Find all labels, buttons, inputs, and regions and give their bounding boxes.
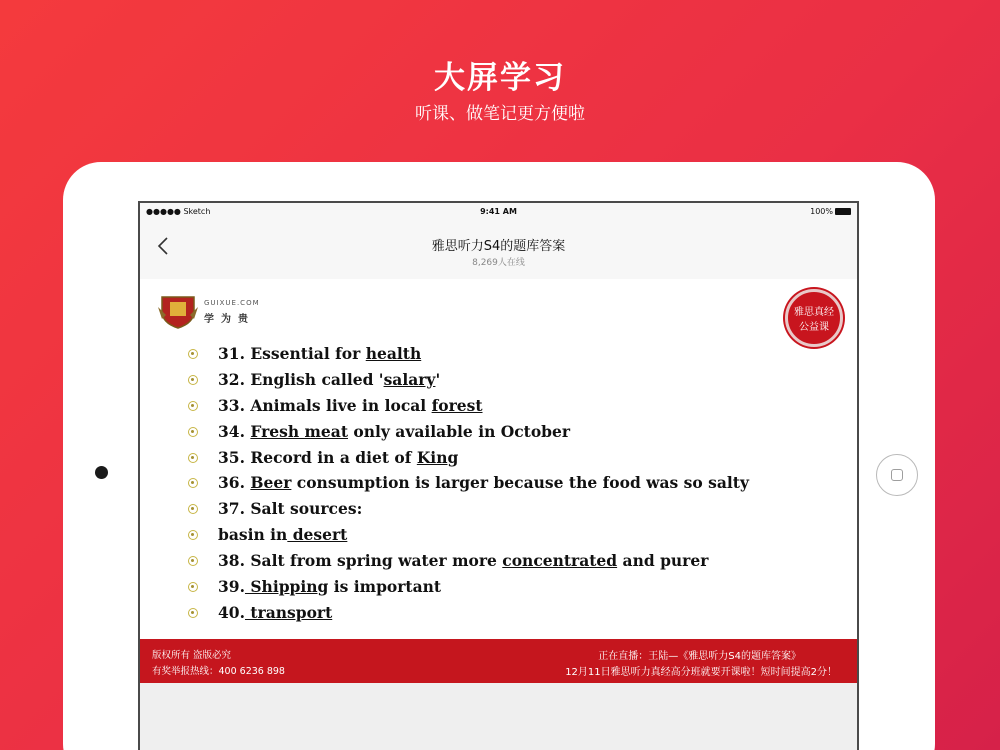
status-time: 9:41 AM bbox=[480, 207, 517, 216]
bullet-icon bbox=[188, 453, 198, 463]
logo-domain: GUIXUE.COM bbox=[204, 299, 260, 307]
lecture-slide bbox=[140, 279, 857, 639]
answer-keyword: King bbox=[416, 447, 459, 467]
home-button[interactable] bbox=[876, 454, 918, 496]
answer-item bbox=[188, 445, 749, 471]
course-stamp bbox=[785, 289, 843, 347]
answer-prefix: 35. Record in a diet of bbox=[218, 447, 417, 467]
bullet-icon bbox=[188, 530, 198, 540]
answer-item bbox=[188, 522, 749, 548]
answer-prefix: 33. Animals live in local bbox=[218, 395, 432, 415]
answer-item bbox=[188, 470, 749, 496]
answer-item bbox=[188, 393, 749, 419]
bullet-icon bbox=[188, 478, 198, 488]
answer-list bbox=[188, 341, 749, 626]
battery-icon bbox=[835, 208, 851, 215]
answer-item bbox=[188, 367, 749, 393]
answer-prefix: 36. bbox=[218, 473, 251, 493]
answer-keyword: Shipping bbox=[244, 577, 329, 597]
camera-icon bbox=[95, 466, 108, 479]
shield-logo-icon bbox=[158, 293, 198, 329]
answer-suffix: is important bbox=[328, 577, 442, 597]
bullet-icon bbox=[188, 349, 198, 359]
answer-keyword: Beer bbox=[250, 473, 292, 493]
copyright-text: 版权所有 盗版必究 bbox=[152, 650, 232, 661]
carrier-signal: ●●●●● Sketch bbox=[146, 207, 211, 216]
bullet-icon bbox=[188, 556, 198, 566]
answer-prefix: basin in bbox=[218, 525, 288, 545]
answer-prefix: 32. English called ' bbox=[218, 369, 384, 389]
answer-item bbox=[188, 419, 749, 445]
nav-bar bbox=[140, 221, 857, 279]
answer-keyword: transport bbox=[244, 602, 333, 622]
answer-keyword: health bbox=[365, 344, 422, 363]
answer-item bbox=[188, 496, 749, 522]
hotline-text: 有奖举报热线：400 6236 898 bbox=[152, 666, 285, 677]
answer-item bbox=[188, 600, 749, 626]
stamp-line-1: 雅思真经 bbox=[794, 307, 834, 318]
battery-status bbox=[810, 207, 851, 216]
answer-keyword: desert bbox=[287, 525, 348, 545]
answer-prefix: 37. Salt sources: bbox=[218, 499, 363, 519]
bullet-icon bbox=[188, 582, 198, 592]
answer-suffix: consumption is larger because the food was so salty bbox=[291, 473, 749, 493]
answer-suffix: only available in October bbox=[348, 421, 571, 441]
status-bar bbox=[140, 203, 857, 221]
app-screen bbox=[138, 201, 859, 750]
answer-suffix: ' bbox=[435, 369, 441, 389]
bullet-icon bbox=[188, 427, 198, 437]
answer-prefix: 31. Essential for bbox=[218, 344, 366, 363]
page-title: 雅思听力S4的题库答案 bbox=[431, 239, 566, 254]
answer-prefix: 38. Salt from spring water more bbox=[218, 551, 503, 571]
promo-text: 12月11日雅思听力真经高分班就要开课啦！短时间提高2分！ bbox=[565, 667, 837, 678]
bullet-icon bbox=[188, 504, 198, 514]
logo-text: 学为贵 bbox=[204, 314, 255, 325]
hero-title: 大屏学习 bbox=[434, 60, 566, 96]
battery-percent: 100% bbox=[810, 207, 833, 216]
answer-item bbox=[188, 548, 749, 574]
hero-subtitle: 听课、做笔记更方便啦 bbox=[415, 104, 585, 124]
answer-keyword: Fresh meat bbox=[250, 421, 348, 441]
answer-keyword: forest bbox=[431, 395, 483, 415]
bullet-icon bbox=[188, 608, 198, 618]
bullet-icon bbox=[188, 401, 198, 411]
live-now-text: 正在直播：王陆—《雅思听力S4的题库答案》 bbox=[598, 651, 801, 662]
guixue-logo bbox=[158, 293, 278, 333]
bullet-icon bbox=[188, 375, 198, 385]
answer-prefix: 39. bbox=[218, 577, 245, 597]
answer-prefix: 40. bbox=[218, 602, 245, 622]
home-square-icon bbox=[891, 469, 903, 481]
answer-suffix: and purer bbox=[617, 551, 709, 571]
footer-banner bbox=[140, 639, 857, 683]
online-count: 8,269人在线 bbox=[472, 258, 525, 268]
answer-keyword: concentrated bbox=[502, 551, 618, 571]
answer-prefix: 34. bbox=[218, 421, 251, 441]
answer-item bbox=[188, 574, 749, 600]
stamp-line-2: 公益课 bbox=[799, 322, 829, 333]
answer-item bbox=[188, 341, 749, 367]
answer-keyword: salary bbox=[383, 369, 436, 389]
